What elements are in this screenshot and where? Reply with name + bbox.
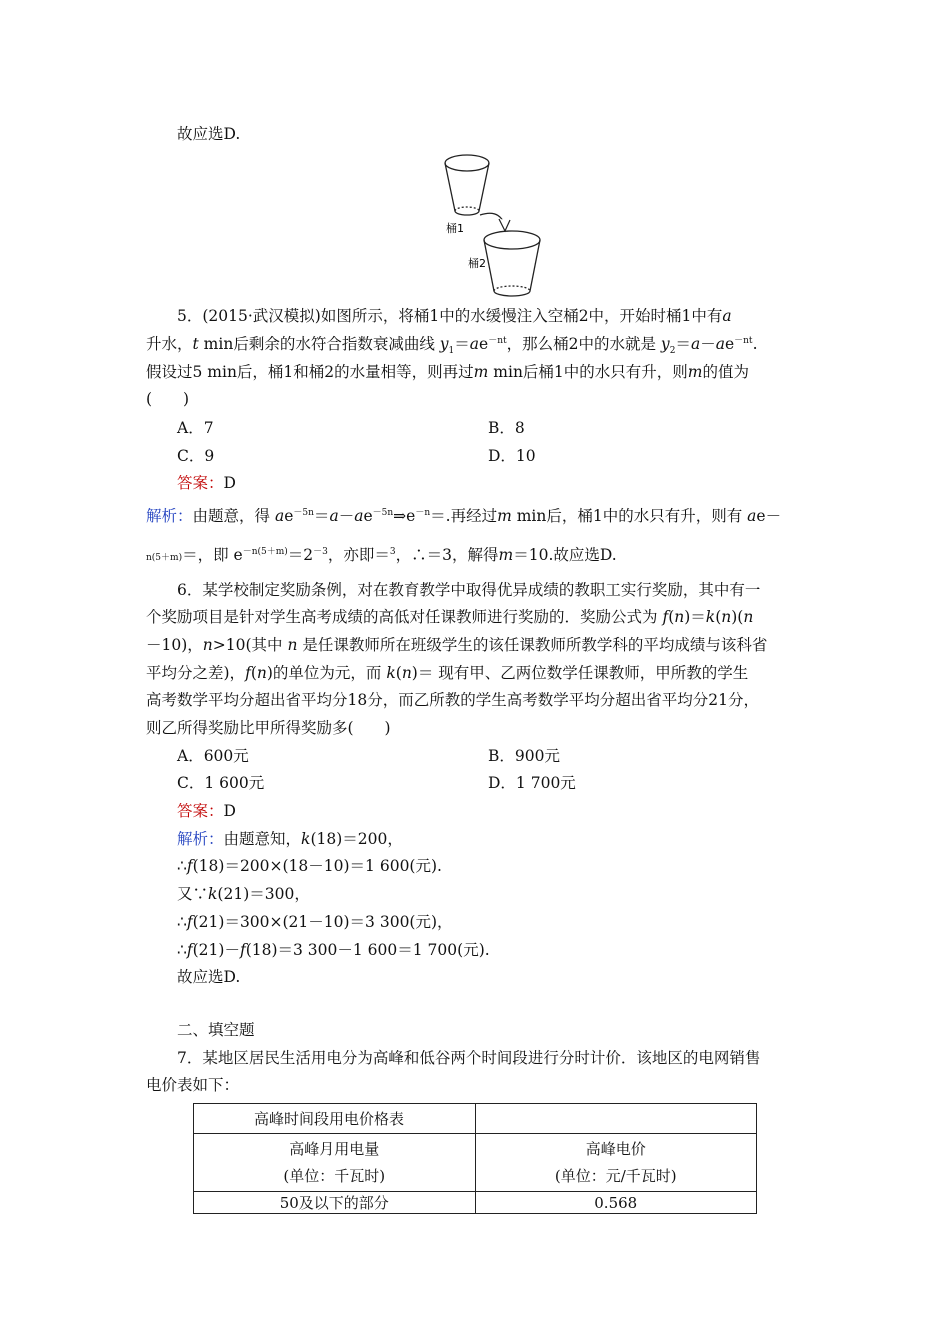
bucket-1-label: 桶1 (446, 222, 464, 235)
q5-line-3: 假设过5 min后，桶1和桶2的水量相等，则再过m min后桶1中的水只有升，则m的值为 (146, 363, 750, 381)
q6-line-2: 个奖励项目是针对学生高考成绩的高低对任课教师进行奖励的．奖励公式为 f(n)＝k(n)(n (146, 608, 754, 626)
table-header-row (194, 1134, 757, 1192)
q6-line-6: 则乙所得奖励比甲所得奖励多( ) (146, 719, 391, 737)
q6-option-a: A．600元 (177, 747, 249, 765)
table-cell-usage: 50及以下的部分 (194, 1192, 476, 1214)
q5-option-d: D．10 (488, 447, 536, 465)
table-header-cell-2 (475, 1134, 757, 1192)
pour-arrow (480, 213, 510, 231)
col2-header: 高峰电价 (585, 1139, 646, 1158)
q7-line-1: 7．某地区居民生活用电分为高峰和低谷两个时间段进行分时计价．该地区的电网销售 (177, 1049, 761, 1067)
q6-solution-line-2: ∴f(18)＝200×(18－10)＝1 600(元). (177, 857, 442, 875)
q6-line-4: 平均分之差)，f(n)的单位为元，而 k(n)＝ 现有甲、乙两位数学任课教师，甲所教的学生 (146, 664, 749, 682)
q6-option-d: D．1 700元 (488, 774, 576, 792)
table-title-empty-cell (475, 1104, 757, 1134)
q6-answer: 答案：D (177, 802, 236, 820)
q5-line-4: ( ) (146, 390, 190, 408)
q6-line-3: －10)，n>10(其中 n 是任课教师所在班级学生的该任课教师所教学科的平均成绩与该科省 (146, 636, 768, 654)
q6-solution-line-6: 故应选D. (177, 968, 241, 986)
q6-solution-line-1: 解析：由题意知，k(18)＝200， (177, 830, 403, 848)
bucket-2-rim (484, 231, 540, 249)
q6-line-5: 高考数学平均分超出省平均分18分，而乙所教的学生高考数学平均分超出省平均分21分， (146, 691, 759, 709)
q5-option-a: A．7 (177, 419, 214, 437)
bucket-2-right-side (530, 240, 540, 291)
col1-unit: (单位：千瓦时) (283, 1166, 386, 1185)
bucket-1 (445, 155, 489, 215)
q6-option-c: C．1 600元 (177, 774, 265, 792)
table-header-cell-1 (194, 1134, 476, 1192)
q5-line-1: 5．(2015·武汉模拟)如图所示，将桶1中的水缓慢注入空桶2中，开始时桶1中有a (177, 307, 732, 325)
q6-option-b: B．900元 (488, 747, 560, 765)
section-title: 二、填空题 (177, 1021, 255, 1039)
q5-analysis-line-1: 解析：由题意，得 $ae^{-5n}=a-ae^{-5n}\Rightarrow e^{-n}=$.再经过m min后，桶1中的水只有升，则有 ae－ (146, 507, 782, 525)
bucket-2-label: 桶2 (468, 257, 486, 270)
table-title-cell: 高峰时间段用电价格表 (194, 1104, 476, 1134)
bucket-1-left-side (445, 163, 455, 211)
bucket-figure (430, 145, 550, 305)
q6-solution-line-3: 又∵k(21)＝300， (177, 885, 310, 903)
bucket-1-rim (445, 155, 489, 171)
bucket-2 (484, 231, 540, 296)
q6-solution-line-5: ∴f(21)－f(18)＝3 300－1 600＝1 700(元). (177, 941, 490, 959)
q7-line-2: 电价表如下： (146, 1076, 240, 1094)
price-table (193, 1103, 757, 1214)
q5-analysis-line-2: n(5＋m)＝，即 $e^{-n(5+m)}=2^{-3}$，亦即＝$^3$，∴＝3，解得m＝10.故应选D. (146, 546, 617, 564)
q5-answer: 答案：D (177, 474, 236, 492)
table-cell-price: 0.568 (475, 1192, 757, 1214)
bucket-1-bottom-back (455, 207, 479, 211)
arrow-head-icon (499, 219, 510, 231)
q6-line-1: 6．某学校制定奖励条例，对在教育教学中取得优异成绩的教职工实行奖励，其中有一 (177, 581, 761, 599)
bucket-1-right-side (479, 163, 489, 211)
bucket-2-bottom-back (494, 286, 530, 291)
col1-header: 高峰月用电量 (289, 1139, 380, 1158)
bucket-2-bottom-front (494, 291, 530, 296)
bucket-1-bottom-front (455, 211, 479, 215)
table-row (194, 1192, 757, 1214)
q5-option-b: B．8 (488, 419, 525, 437)
q5-option-c: C．9 (177, 447, 215, 465)
top-note: 故应选D. (177, 125, 241, 143)
q5-line-2: 升水，t min后剩余的水符合指数衰减曲线 $y_1=ae^{-nt}$，那么桶2中的水就是 $y_2=a-ae^{-nt}$. (146, 335, 758, 357)
q6-solution-line-4: ∴f(21)＝300×(21－10)＝3 300(元)， (177, 913, 453, 931)
table-title-row (194, 1104, 757, 1134)
col2-unit: (单位：元/千瓦时) (554, 1166, 677, 1185)
